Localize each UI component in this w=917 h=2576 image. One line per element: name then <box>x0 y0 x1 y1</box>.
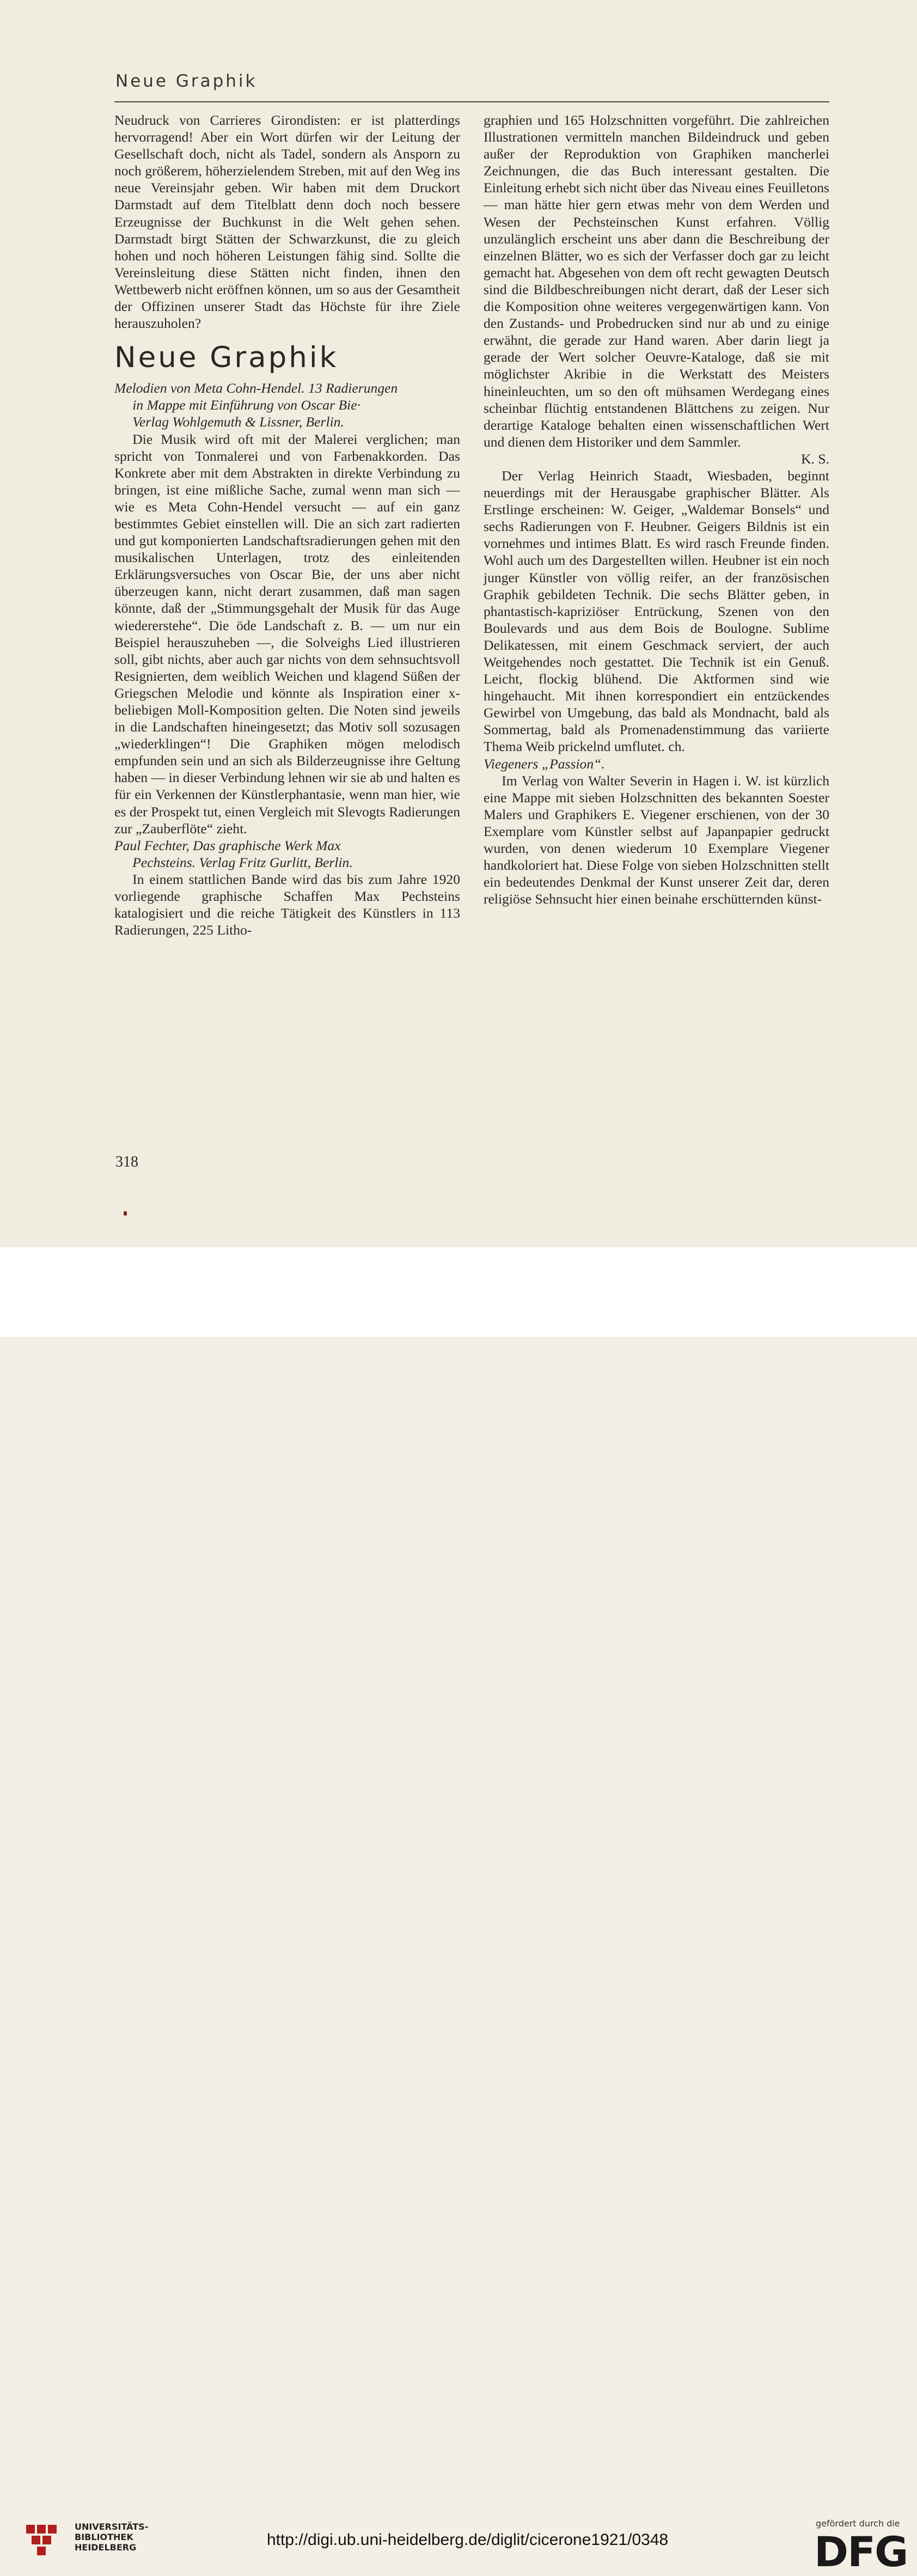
review-text-cohn-hendel: Die Musik wird oft mit der Malerei verglichen; man spricht von Tonmalerei und von Farbenakkorden. Das Konkrete aber mit dem Abstrakten in direkte Verbindung zu bringen, ist eine mißliche Sache, zumal wenn man sich — wie es Meta Cohn-Hendel versucht — auf ein ganz bestimmtes Gebiet einstellen will. Die an sich zart radierten und gut komponierten Landschaftsradierungen gehen mit den musikalischen Unterlagen, trotz des einleitenden Erklärungsversuches von Oscar Bie, der uns aber nicht überzeugen kann, nicht derart zusammen, daß man sagen könnte, daß der „Stimmungsgehalt der Musik für das Auge wiedererstehe“. Die öde Landschaft z. B. — um nur ein Beispiel herauszuheben —, die Solveighs Lied illustrieren soll, gibt nichts, aber auch gar nichts von dem sehnsuchtsvoll Resignierten, dem weiblich Weichen und klagend Süßen der Griegschen Melodie und könnte als Inspiration einer x-beliebigen Moll-Komposition gelten. Die Noten sind jeweils in die Landschaften hineingesetzt; das Motiv soll sozusagen „wiederklingen“! Die Graphiken mögen melodisch empfunden sein und an sich als Bilderzeugnisse ihre Geltung haben — in dieser Verbindung lehnen wir sie ab und halten es für ein Verkennen der Künstlerphantasie, wenn man hier, wie es der Prospekt tut, einen Vergleich mit Slevogts Radierungen zur „Zauberflöte“ zieht. <box>114 431 460 837</box>
scanned-page <box>0 0 917 1247</box>
review-heading-line: Verlag Wohlgemuth & Lissner, Berlin. <box>132 414 344 430</box>
ink-mark <box>124 1211 127 1216</box>
signature-ch: ch. <box>668 738 685 755</box>
intro-paragraph: Neudruck von Carrieres Girondisten: er ist platterdings hervorragend! Aber ein Wort dürfen wir der Leitung der Gesellschaft doch, nicht als Tadel, sondern als Ansporn zu noch größerem, höherzielendem Streben, mit auf den Weg ins neue Vereinsjahr geben. Wir haben mit dem Druckort Darmstadt auf dem Titelblatt denn doch noch bessere Erzeugnisse der Buchkunst in die Welt gehen sehen. Darmstadt birgt Stätten der Schwarzkunst, die zu gleich hohen und noch höheren Leistungen fähig sind. Sollte die Vereinsleitung diese Stätten nicht finden, ihnen den Wettbewerb nicht eröffnen können, um so aus der Gesamtheit der Offizinen unserer Stadt das Höchste für ihre Ziele herauszuholen? <box>114 112 460 332</box>
permalink-url[interactable]: http://digi.ub.uni-heidelberg.de/diglit/cicerone1921/0348 <box>267 2531 669 2549</box>
dfg-logo: DFG <box>814 2528 908 2576</box>
digitization-footer <box>0 1247 917 2576</box>
page-number: 318 <box>115 1153 138 1170</box>
university-seal-icon <box>24 2520 68 2564</box>
header-rule <box>114 101 829 102</box>
review-heading-cohn-hendel <box>114 380 460 430</box>
signature-ks: K. S. <box>801 450 829 467</box>
funded-by-label: gefördert durch die <box>816 2518 900 2529</box>
review-heading-line: Pechsteins. Verlag Fritz Gurlitt, Berlin. <box>132 854 353 870</box>
review-text-staadt-body: Der Verlag Heinrich Staadt, Wiesbaden, beginnt neuerdings mit der Herausgabe graphischer Blätter. Als Erstlinge erscheinen: W. Geiger, „Waldemar Bonsels“ und sechs Radierungen von F. Heubner. Geigers Bildnis ist ein vornehmes und intimes Blatt. Es wird rasch Freunde finden. Wohl auch um des Dargestellten willen. Heubner ist ein noch junger Künstler von völlig reifer, an der französischen Graphik gebildeten Technik. Die sechs Blätter geben, in phantastisch-kapriziöser Entrückung, Szenen von den Boulevards und aus dem Bois de Boulogne. Sublime Delikatessen, mit einem Geschmack serviert, der auch Weitgehendes noch gestattet. Die Technik ist ein Genuß. Leicht, flockig blühend. Die Aktformen sind wie hingehaucht. Mit ihnen korrespondiert ein entzückendes Gewirbel von Umgebung, das bald als Mondnacht, bald als Sommertag, bald als Promenadenstimmung das variierte Thema Weib prickelnd umflutet. <box>484 467 829 755</box>
article-title: Neue Graphik <box>114 341 339 375</box>
library-name-line: UNIVERSITÄTS- <box>75 2522 149 2532</box>
review-heading-line: Paul Fechter, Das graphische Werk Max <box>114 837 341 853</box>
left-column <box>114 112 460 938</box>
review-heading-line: Melodien von Meta Cohn-Hendel. 13 Radierungen <box>114 380 398 396</box>
library-name <box>75 2522 148 2553</box>
review-text-viegener: Im Verlag von Walter Severin in Hagen i. W. ist kürzlich eine Mappe mit sieben Holzschnitten des bekannten Soester Malers und Graphikers E. Viegener erschienen, von der 30 Exemplare vom Künstler selbst auf Japanpapier gedruckt wurden, von denen wiederum 10 Exemplare Viegener handkoloriert hat. Diese Folge von sieben Holzschnitten stellt ein bedeutendes Denkmal der Kunst unserer Zeit dar, deren religiöse Sehnsucht hier einen beinahe erschütternden künst- <box>484 772 829 907</box>
review-text-pechstein-start: In einem stattlichen Bande wird das bis zum Jahre 1920 vorliegende graphische Schaffen Max Pechsteins katalogisiert und die reiche Tätigkeit des Künstlers in 113 Radierungen, 225 Litho- <box>114 871 460 938</box>
review-heading-line: in Mappe mit Einführung von Oscar Bie· <box>132 397 360 413</box>
review-heading-pechstein <box>114 837 460 871</box>
running-head: Neue Graphik <box>115 71 258 91</box>
review-text-pechstein-end: graphien und 165 Holzschnitten vorgeführt. Die zahlreichen Illustrationen vermitteln manchen Bildeindruck und geben außer der Reproduktion von Graphiken mancherlei Zeichnungen, die das Buch interessant gestalten. Die Einleitung erhebt sich nicht über das Niveau eines Feuilletons — man hätte hier gern etwas mehr von dem Werden und Wesen der Pechsteinschen Kunst erfahren. Völlig unzulänglich erscheint uns aber dann die Beschreibung der einzelnen Blätter, wo es sich der Verfasser doch gar zu leicht gemacht hat. Abgesehen von dem oft recht gewagten Deutsch sind die Bildbeschreibungen nicht derart, daß der Leser sich die Komposition ohne weiteres vergegenwärtigen kann. Von den Zustands- und Probedrucken sind nur ab und zu einige erwähnt, die gerade zur Hand waren. Aber darin liegt ja gerade der Wert solcher Oeuvre-Kataloge, daß sie mit möglichster Akribie in die Werkstatt des Meisters hineinleuchten, um so den oft mühsamen Werdegang eines scheinbar flüchtig entstandenen Blättchens zu zeigen. Nur derartige Kataloge behalten einen wissenschaftlichen Wert und dienen dem Historiker und dem Sammler. <box>484 112 829 450</box>
library-name-line: BIBLIOTHEK <box>75 2532 133 2542</box>
review-heading-viegener: Viegeners „Passion“. <box>484 755 605 772</box>
right-column <box>484 112 829 907</box>
review-text-staadt <box>484 467 829 755</box>
library-name-line: HEIDELBERG <box>75 2542 137 2553</box>
